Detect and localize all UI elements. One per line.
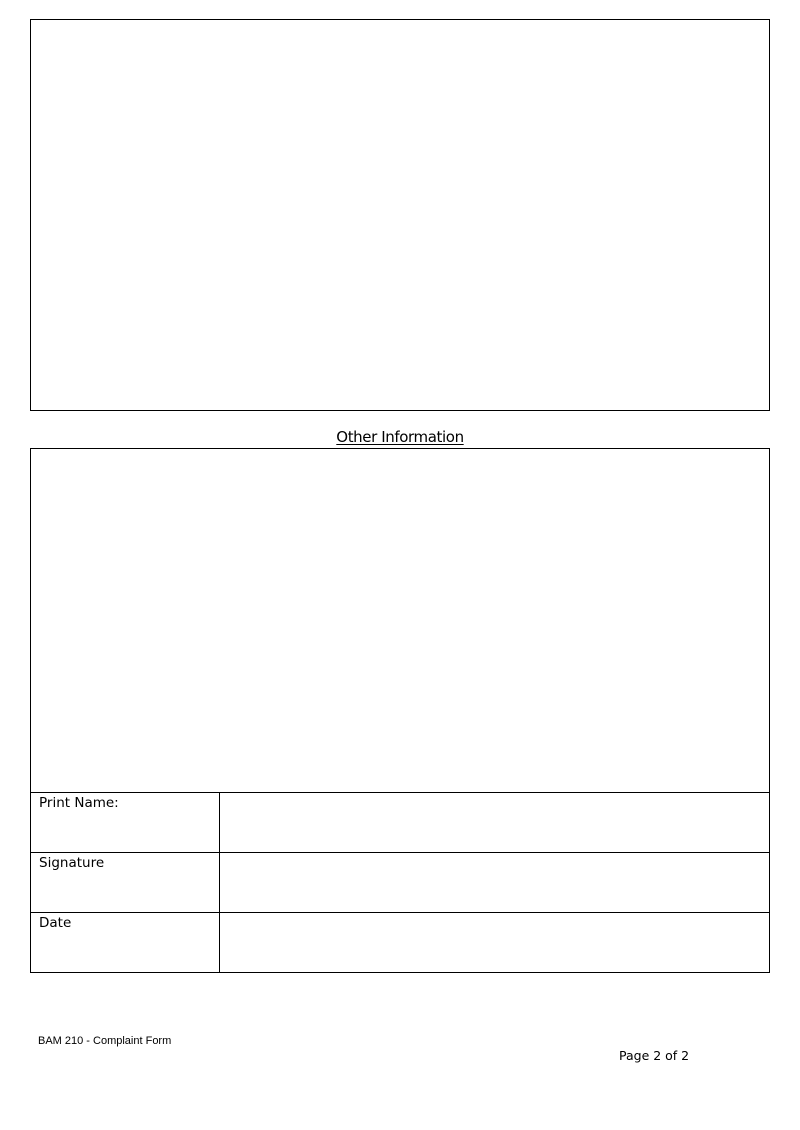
footer-form-name: BAM 210 - Complaint Form <box>38 1035 172 1047</box>
signature-table <box>30 792 770 973</box>
print-name-field[interactable] <box>220 793 770 853</box>
table-row <box>31 793 770 853</box>
page-indicator: Page 2 of 2 <box>619 1048 690 1063</box>
complaint-details-textbox[interactable] <box>30 19 770 411</box>
date-label: Date <box>31 913 220 973</box>
date-field[interactable] <box>220 913 770 973</box>
table-row <box>31 913 770 973</box>
signature-label: Signature <box>31 853 220 913</box>
other-information-textbox[interactable] <box>30 448 770 793</box>
table-row <box>31 853 770 913</box>
other-information-heading: Other Information <box>336 428 464 446</box>
signature-field[interactable] <box>220 853 770 913</box>
print-name-label: Print Name: <box>31 793 220 853</box>
